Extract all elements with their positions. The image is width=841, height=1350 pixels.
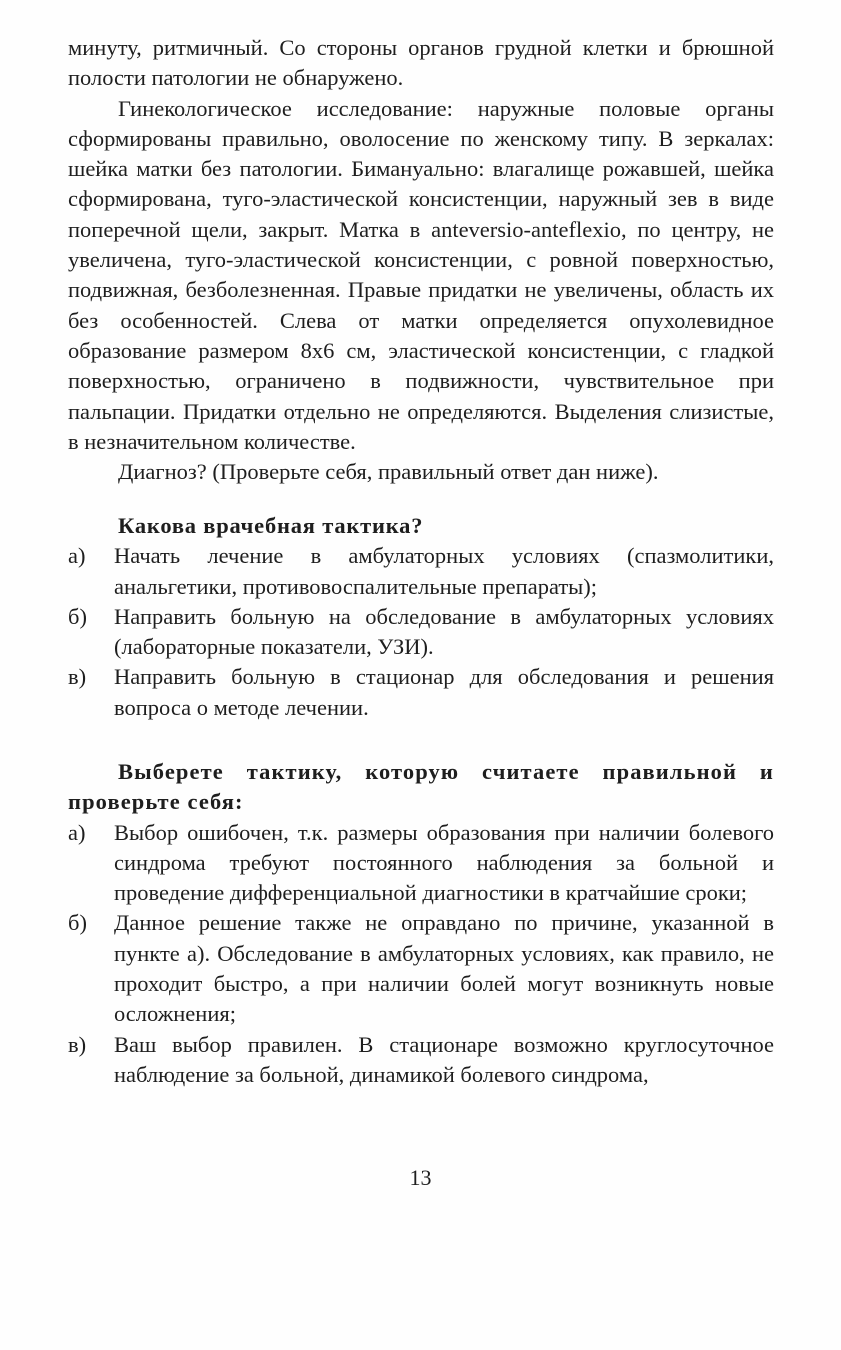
option-marker: а) xyxy=(68,543,86,569)
tactics-option-b xyxy=(68,602,774,663)
gynecological-exam-paragraph: Гинекологическое исследование: наружные половые органы сформированы правильно, оволосение по женскому типу. В зеркалах: шейка матки без патологии. Бимануально: влагалище рожавшей, шейка сформирована, туго-эластической консистенции, наружный зев в виде поперечной щели, закрыт. Матка в anteversio-anteflexio, по центру, не увеличена, туго-эластической консистенции, с ровной поверхностью, подвижная, безболезненная. Правые придатки не увеличены, область их без особенностей. Слева от матки определяется опухолевидное образование размером 8х6 см, эластической консистенции, с гладкой поверхностью, ограничено в подвижности, чувствительное при пальпации. Придатки отдельно не определяются. Выделения слизистые, в незначительном количестве. xyxy=(68,95,774,454)
option-marker: б) xyxy=(68,603,87,629)
tactics-options-list xyxy=(68,541,774,723)
answers-heading: Выберете тактику, которую считаете правильной и проверьте себя: xyxy=(68,759,774,815)
answer-item-a xyxy=(68,818,774,909)
tactics-option-a xyxy=(68,541,774,602)
answer-item-c xyxy=(68,1030,774,1091)
answers-list xyxy=(68,818,774,1091)
option-text: Направить больную в стационар для обследования и решения вопроса о методе лечении. xyxy=(114,664,774,720)
tactics-option-c xyxy=(68,662,774,723)
continuation-paragraph: минуту, ритмичный. Со стороны органов грудной клетки и брюшной полости патологии не обнаружено. xyxy=(68,35,774,91)
option-text: Направить больную на обследование в амбулаторных условиях (лабораторные показатели, УЗИ). xyxy=(114,603,774,660)
diagnosis-prompt: Диагноз? (Проверьте себя, правильный ответ дан ниже). xyxy=(118,459,659,485)
page-number: 13 xyxy=(409,1165,432,1190)
answer-text: Ваш выбор правилен. В стационаре возможно круглосуточное наблюдение за больной, динамикой болевого синдрома, xyxy=(114,1031,774,1087)
intro-section xyxy=(68,33,774,487)
answer-item-b xyxy=(68,908,774,1029)
option-marker: в) xyxy=(68,664,87,690)
answers-section xyxy=(68,757,774,1090)
answer-marker: б) xyxy=(68,910,87,936)
answer-marker: а) xyxy=(68,819,86,845)
tactics-question-heading: Какова врачебная тактика? xyxy=(118,513,424,538)
tactics-question-section xyxy=(68,511,774,723)
answer-marker: в) xyxy=(68,1031,87,1057)
answer-text: Выбор ошибочен, т.к. размеры образования при наличии болевого синдрома требуют постоянного наблюдения за больной и проведение дифференциальной диагностики в кратчайшие сроки; xyxy=(114,819,774,906)
option-text: Начать лечение в амбулаторных условиях (спазмолитики, анальгетики, противовоспалительные препараты); xyxy=(114,543,774,599)
answer-text: Данное решение также не оправдано по причине, указанной в пункте а). Обследование в амбулаторных условиях, как правило, не проходит быстро, а при наличии болей могут возникнуть новые осложнения; xyxy=(114,910,774,1027)
